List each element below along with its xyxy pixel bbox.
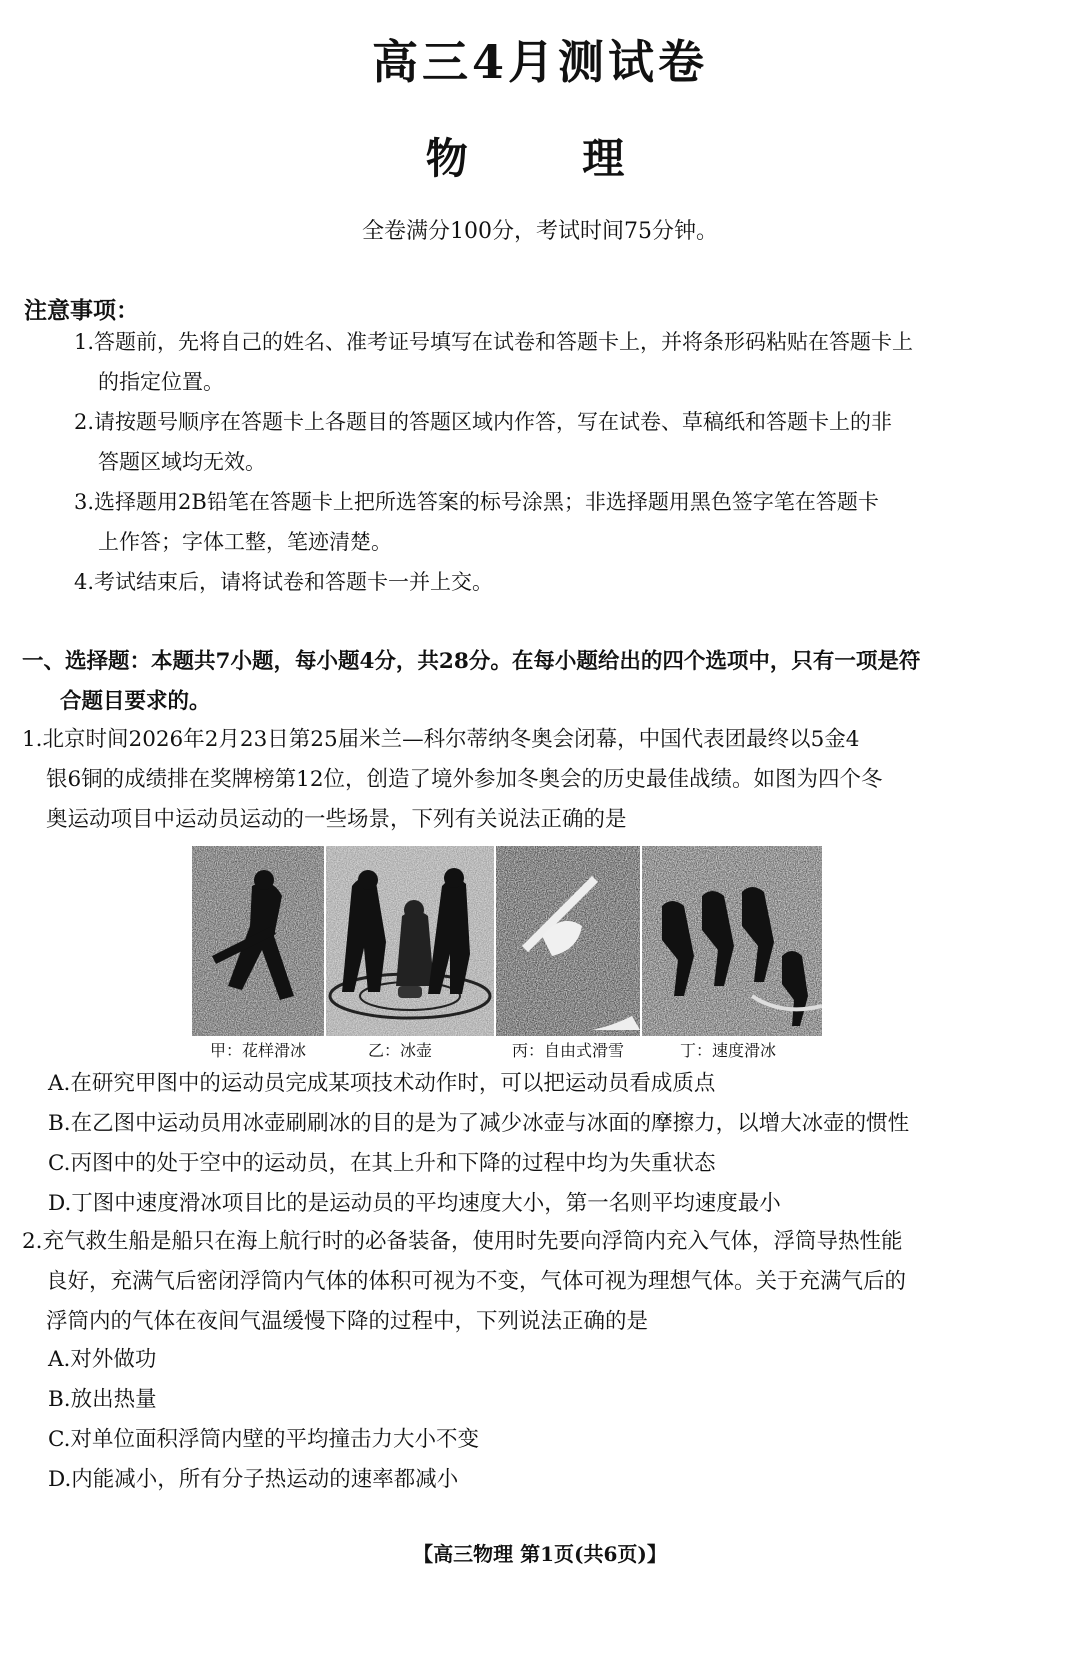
note-line: 2.请按题号顺序在答题卡上各题目的答题区域内作答，写在试卷、草稿纸和答题卡上的非 [74, 410, 893, 434]
figure-caption: 丁：速度滑冰 [680, 1041, 777, 1060]
section-heading [22, 642, 1042, 722]
q1-option-c: C.丙图中的处于空中的运动员，在其上升和下降的过程中均为失重状态 [48, 1151, 716, 1176]
note-item [74, 482, 1034, 562]
q2-option-a: A.对外做功 [48, 1347, 157, 1372]
figure-caption: 丙：自由式滑雪 [512, 1041, 625, 1060]
q2-option-d: D.内能减小，所有分子热运动的速率都减小 [48, 1467, 459, 1492]
page-title: 高三4月测试卷 [371, 35, 708, 89]
question-line: 2.充气救生船是船只在海上航行时的必备装备，使用时先要向浮筒内充入气体，浮筒导热性能 [22, 1229, 903, 1254]
q1-option-b: B.在乙图中运动员用冰壶刷刷冰的目的是为了减少冰壶与冰面的摩擦力，以增大冰壶的惯性 [48, 1111, 910, 1136]
figure-caption: 乙：冰壶 [368, 1041, 433, 1060]
q1-option-a: A.在研究甲图中的运动员完成某项技术动作时，可以把运动员看成质点 [48, 1071, 716, 1096]
question-line: 浮筒内的气体在夜间气温缓慢下降的过程中，下列说法正确的是 [46, 1309, 649, 1334]
note-line: 上作答；字体工整，笔迹清楚。 [98, 530, 392, 554]
exam-meta: 全卷满分100分，考试时间75分钟。 [362, 219, 718, 244]
question-line: 良好，充满气后密闭浮筒内气体的体积可视为不变，气体可视为理想气体。关于充满气后的 [46, 1269, 907, 1294]
panel-speed-skating [642, 846, 822, 1036]
sports-figure [192, 846, 822, 1036]
note-line: 答题区域均无效。 [98, 450, 266, 474]
note-item [74, 322, 1034, 402]
subject-title: 物 理 [425, 134, 655, 183]
figure-caption: 甲：花样滑冰 [210, 1041, 307, 1060]
note-line: 3.选择题用2B铅笔在答题卡上把所选答案的标号涂黑；非选择题用黑色签字笔在答题卡 [74, 490, 879, 514]
note-item [74, 402, 1034, 482]
note-line: 1.答题前，先将自己的姓名、准考证号填写在试卷和答题卡上，并将条形码粘贴在答题卡上 [74, 330, 914, 354]
q1-option-d: D.丁图中速度滑冰项目比的是运动员的平均速度大小，第一名则平均速度最小 [48, 1191, 781, 1216]
sports-figure-image [192, 846, 822, 1036]
question-2 [22, 1222, 1042, 1342]
q2-option-b: B.放出热量 [48, 1387, 157, 1412]
question-line: 银6铜的成绩排在奖牌榜第12位，创造了境外参加冬奥会的历史最佳战绩。如图为四个冬 [46, 767, 883, 792]
panel-freestyle-skiing [496, 846, 640, 1036]
notes-title: 注意事项： [24, 297, 139, 324]
question-line: 奥运动项目中运动员运动的一些场景，下列有关说法正确的是 [46, 807, 627, 832]
panel-figure-skating [192, 846, 324, 1036]
note-item [74, 562, 1034, 602]
question-line: 1.北京时间2026年2月23日第25届米兰—科尔蒂纳冬奥会闭幕，中国代表团最终以5金4 [22, 727, 860, 752]
page-footer: 【高三物理 第1页(共6页)】 [413, 1542, 667, 1566]
q2-option-c: C.对单位面积浮筒内壁的平均撞击力大小不变 [48, 1427, 480, 1452]
note-line: 4.考试结束后，请将试卷和答题卡一并上交。 [74, 570, 494, 594]
question-1 [22, 720, 1042, 840]
note-line: 的指定位置。 [98, 370, 224, 394]
section-line: 一、选择题：本题共7小题，每小题4分，共28分。在每小题给出的四个选项中，只有一项是符 [22, 649, 921, 674]
section-line: 合题目要求的。 [60, 689, 211, 714]
panel-curling [326, 846, 494, 1036]
